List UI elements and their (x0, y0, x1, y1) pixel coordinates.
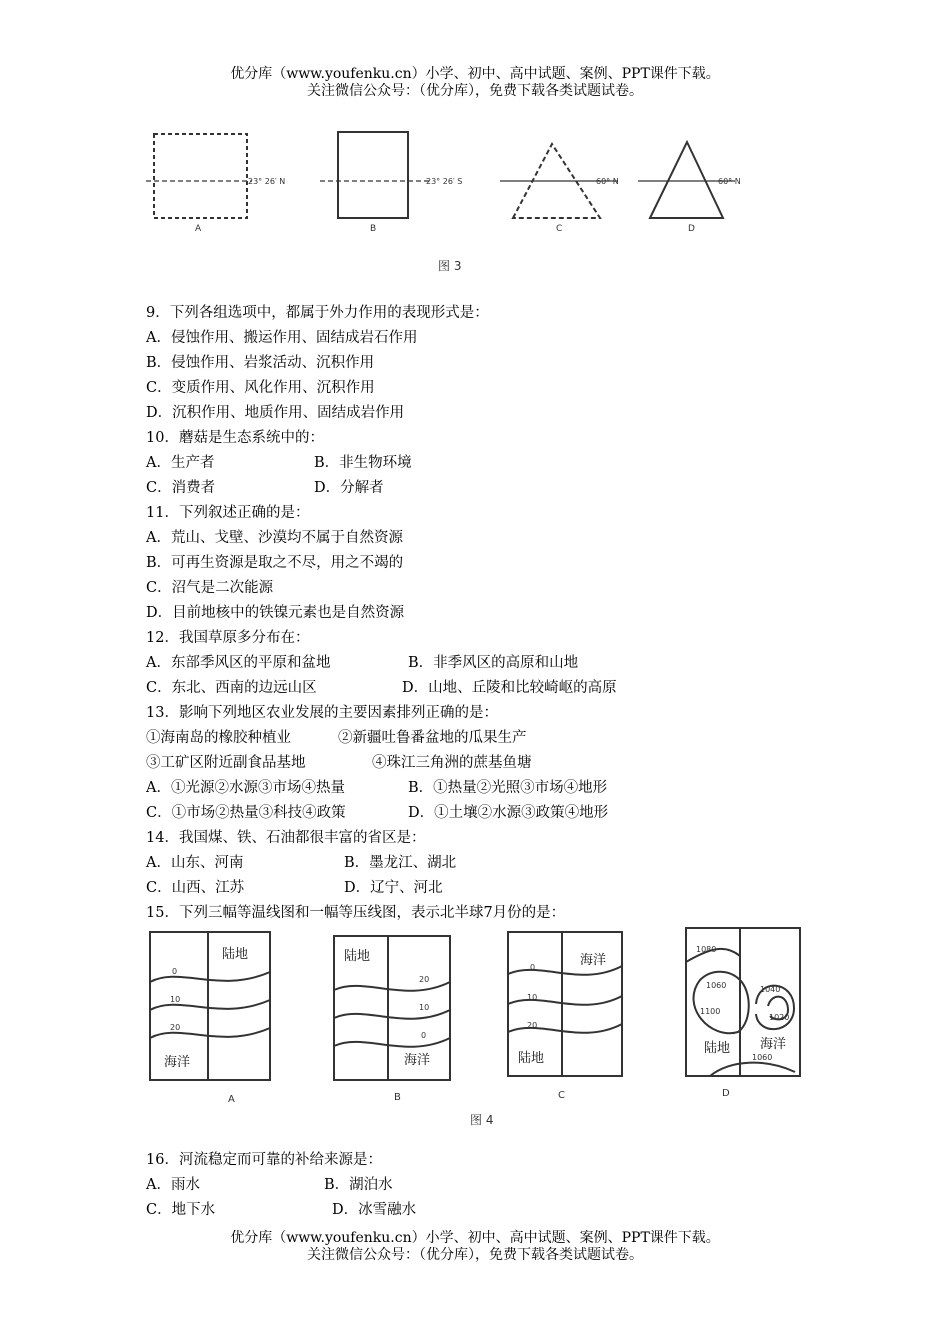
q14-stem: 14．我国煤、铁、石油都很丰富的省区是： (146, 830, 426, 846)
figure-4 (140, 922, 820, 1134)
fig3-b-label: B (370, 224, 377, 234)
fig4-a-sea: 海洋 (164, 1055, 191, 1070)
q12-row-1 (146, 651, 578, 672)
fig4-b-label-20: 20 (419, 975, 430, 984)
fig4-caption: 图 4 (470, 1113, 494, 1127)
fig3-c-label: C (556, 224, 563, 234)
fig4-b-label-10: 10 (419, 1003, 430, 1012)
fig4-c-label-20: 20 (527, 1021, 538, 1030)
q13-item-2: ②新疆吐鲁番盆地的瓜果生产 (338, 730, 527, 746)
q11-option-a: A．荒山、戈壁、沙漠均不属于自然资源 (146, 530, 403, 546)
q12-option-a: A．东部季风区的平原和盆地 (146, 655, 331, 671)
q16-option-b: B．湖泊水 (324, 1177, 393, 1193)
q10-option-d: D．分解者 (314, 480, 384, 496)
q14-option-d: D．辽宁、河北 (344, 880, 443, 896)
q9-stem: 9．下列各组选项中，都属于外力作用的表现形式是： (146, 305, 489, 321)
fig3-b-rectangle (338, 132, 408, 218)
q12-option-d: D．山地、丘陵和比较崎岖的高原 (402, 680, 617, 696)
header-line-2: 关注微信公众号：（优分库），免费下载各类试题试卷。 (307, 83, 643, 99)
q10-row-2 (146, 476, 384, 497)
q16-option-c: C．地下水 (146, 1202, 216, 1218)
q13-option-b: B．①热量②光照③市场④地形 (408, 780, 608, 796)
fig4-d-label-1080: 1080 (696, 945, 717, 954)
fig4-b-isotherm-0 (334, 1038, 450, 1047)
fig3-d-triangle (650, 142, 723, 218)
fig4-b-isotherm-10 (334, 1010, 450, 1019)
fig4-d-land: 陆地 (704, 1041, 731, 1056)
fig4-c-sea: 海洋 (580, 953, 607, 968)
fig4-d-isobar-1060 (710, 1063, 795, 1076)
q11-option-d: D．目前地核中的铁镍元素也是自然资源 (146, 605, 405, 621)
q14-option-a: A．山东、河南 (146, 855, 244, 871)
fig4-c-label-10: 10 (527, 993, 538, 1002)
q12-option-b: B．非季风区的高原和山地 (408, 655, 579, 671)
fig4-a-isotherm-10 (150, 1000, 270, 1010)
q13-item-3: ③工矿区附近副食品基地 (146, 755, 306, 771)
fig4-c-land: 陆地 (518, 1051, 545, 1066)
fig4-b-land: 陆地 (344, 949, 371, 964)
q10-option-b: B．非生物环境 (314, 455, 412, 471)
q14-option-c: C．山西、江苏 (146, 880, 245, 896)
q9-option-a: A．侵蚀作用、搬运作用、固结成岩石作用 (146, 330, 418, 346)
fig4-d-label-1020: 1020 (769, 1013, 790, 1022)
fig3-b-lat-label: 23° 26′ S (426, 177, 463, 186)
q10-option-c: C．消费者 (146, 480, 216, 496)
q10-option-a: A．生产者 (146, 455, 215, 471)
fig4-c-label-0: 0 (530, 963, 536, 972)
page-footer (0, 1230, 950, 1264)
fig4-c-isotherm-20 (508, 1024, 622, 1033)
q13-option-d: D．①土壤②水源③政策④地形 (408, 805, 609, 821)
fig4-c-panel-label: C (558, 1090, 565, 1101)
q13-row-2 (146, 801, 608, 822)
q10-row-1 (146, 451, 412, 472)
figure-3 (140, 118, 760, 278)
q13-item-4: ④珠江三角洲的蔗基鱼塘 (372, 755, 532, 771)
q13-row-1 (146, 776, 607, 797)
q16-row-2 (146, 1198, 416, 1219)
q16-row-1 (146, 1173, 393, 1194)
q14-row-1 (146, 851, 456, 872)
q11-option-c: C．沼气是二次能源 (146, 580, 274, 596)
fig4-b-isotherm-20 (334, 982, 450, 991)
fig4-a-isotherm-20 (150, 1028, 270, 1038)
q12-stem: 12．我国草原多分布在： (146, 630, 310, 646)
fig3-a-rectangle (154, 134, 247, 218)
fig4-a-panel-label: A (228, 1094, 235, 1105)
page-header (0, 66, 950, 100)
fig3-a-label: A (195, 224, 202, 234)
fig4-d-label-1060a: 1060 (706, 981, 727, 990)
q13-items-row-2 (146, 751, 532, 772)
fig4-d-label-1040: 1040 (760, 985, 781, 994)
fig4-a-label-20: 20 (170, 1023, 181, 1032)
q9-option-c: C．变质作用、风化作用、沉积作用 (146, 380, 375, 396)
q13-option-c: C．①市场②热量③科技④政策 (146, 805, 346, 821)
fig4-b-sea: 海洋 (404, 1053, 431, 1068)
fig4-a-isotherm-0 (150, 972, 270, 982)
fig4-a-label-0: 0 (172, 967, 178, 976)
q9-option-b: B．侵蚀作用、岩浆活动、沉积作用 (146, 355, 375, 371)
fig4-b-label-0: 0 (421, 1031, 427, 1040)
q15-stem: 15．下列三幅等温线图和一幅等压线图，表示北半球7月份的是： (146, 905, 566, 921)
fig4-d-sea: 海洋 (760, 1037, 787, 1052)
fig3-c-lat-label: 60° N (596, 177, 619, 186)
q11-option-b: B．可再生资源是取之不尽，用之不竭的 (146, 555, 404, 571)
fig3-d-label: D (688, 224, 695, 234)
q16-stem: 16．河流稳定而可靠的补给来源是： (146, 1152, 382, 1168)
q11-stem: 11．下列叙述正确的是： (146, 505, 310, 521)
q14-row-2 (146, 876, 443, 897)
q9-option-d: D．沉积作用、地质作用、固结成岩作用 (146, 405, 405, 421)
fig3-a-lat-label: 23° 26′ N (248, 177, 286, 186)
fig4-a-land: 陆地 (222, 947, 249, 962)
fig3-caption: 图 3 (438, 259, 462, 273)
q13-option-a: A．①光源②水源③市场④热量 (146, 780, 345, 796)
q16-option-a: A．雨水 (146, 1177, 200, 1193)
footer-line-1: 优分库（www.youfenku.cn）小学、初中、高中试题、案例、PPT课件下载。 (230, 1230, 720, 1246)
fig4-d-label-1060b: 1060 (752, 1053, 773, 1062)
q10-stem: 10．蘑菇是生态系统中的： (146, 430, 324, 446)
fig4-d-panel-label: D (722, 1088, 730, 1099)
q14-option-b: B．墨龙江、湖北 (344, 855, 457, 871)
q16-option-d: D．冰雪融水 (332, 1202, 417, 1218)
q12-row-2 (146, 676, 617, 697)
q13-items-row-1 (146, 726, 527, 747)
header-line-1: 优分库（www.youfenku.cn）小学、初中、高中试题、案例、PPT课件下载。 (230, 66, 720, 82)
q13-stem: 13．影响下列地区农业发展的主要因素排列正确的是： (146, 705, 498, 721)
footer-line-2: 关注微信公众号：（优分库），免费下载各类试题试卷。 (307, 1247, 643, 1263)
fig4-d-label-1100: 1100 (700, 1007, 721, 1016)
fig3-d-lat-label: 60° N (718, 177, 741, 186)
q13-item-1: ①海南岛的橡胶种植业 (146, 730, 291, 746)
fig4-a-label-10: 10 (170, 995, 181, 1004)
fig4-b-panel-label: B (394, 1092, 401, 1103)
fig4-c-isotherm-10 (508, 996, 622, 1005)
q12-option-c: C．东北、西南的边远山区 (146, 680, 317, 696)
